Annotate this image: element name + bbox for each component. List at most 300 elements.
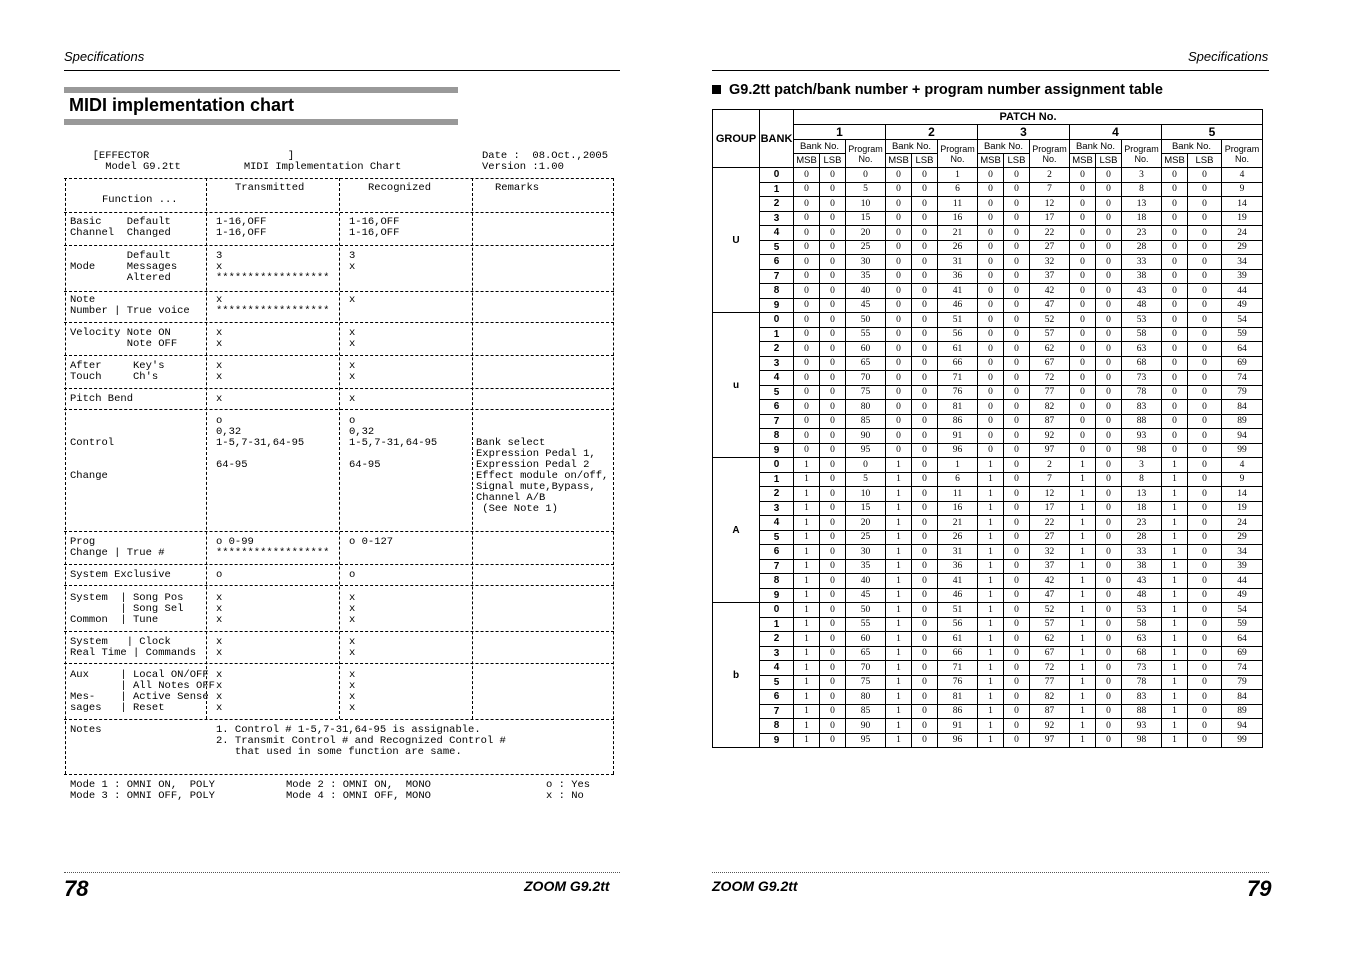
program-cell: 19 [1222, 211, 1263, 226]
msb-cell: 1 [886, 704, 912, 719]
patch-number-header: 3 [978, 125, 1070, 140]
lsb-cell: 0 [1188, 574, 1222, 589]
modes-list-1: Mode 1 : OMNI ON, POLY Mode 3 : OMNI OFF, POLY [70, 779, 215, 802]
program-cell: 0 [846, 168, 886, 183]
lsb-cell: 0 [912, 704, 938, 719]
msb-cell: 0 [1070, 240, 1096, 255]
msb-cell: 0 [978, 371, 1004, 386]
lsb-header: LSB [1188, 154, 1222, 168]
msb-cell: 0 [886, 168, 912, 183]
table-row [713, 530, 1263, 545]
lsb-cell: 0 [912, 472, 938, 487]
lsb-cell: 0 [912, 690, 938, 705]
lsb-cell: 0 [1004, 661, 1030, 676]
lsb-cell: 0 [820, 429, 846, 444]
prog-change-label: Prog Change | True # [70, 536, 165, 559]
msb-cell: 0 [978, 400, 1004, 415]
program-cell: 53 [1122, 603, 1162, 618]
lsb-cell: 0 [912, 617, 938, 632]
lsb-cell: 0 [820, 298, 846, 313]
program-cell: 7 [1030, 472, 1070, 487]
pitch-bend-tx: x [216, 393, 223, 405]
lsb-cell: 0 [1188, 211, 1222, 226]
program-cell: 57 [1030, 327, 1070, 342]
program-cell: 44 [1222, 574, 1263, 589]
program-cell: 2 [1030, 168, 1070, 183]
program-cell: 78 [1122, 675, 1162, 690]
lsb-cell: 0 [912, 646, 938, 661]
program-cell: 22 [1030, 516, 1070, 531]
lsb-cell: 0 [912, 211, 938, 226]
msb-cell: 0 [1162, 226, 1188, 241]
msb-cell: 1 [794, 646, 820, 661]
bank-no-header: Bank No. [886, 140, 938, 154]
msb-cell: 0 [886, 429, 912, 444]
lsb-cell: 0 [912, 182, 938, 197]
program-no-header: Program No. [1122, 140, 1162, 168]
program-cell: 68 [1122, 356, 1162, 371]
program-cell: 81 [938, 400, 978, 415]
program-cell: 44 [1222, 284, 1263, 299]
program-cell: 31 [938, 545, 978, 560]
program-cell: 95 [846, 443, 886, 458]
bank-cell: 4 [760, 371, 794, 386]
patch-no-header: PATCH No. [794, 110, 1263, 125]
program-cell: 49 [1222, 298, 1263, 313]
left-footer-rule [64, 872, 620, 873]
lsb-cell: 0 [820, 400, 846, 415]
lsb-cell: 0 [1004, 733, 1030, 748]
program-cell: 9 [1222, 472, 1263, 487]
note-number-rx: x [349, 294, 356, 306]
group-cell: u [713, 313, 760, 458]
lsb-cell: 0 [1096, 516, 1122, 531]
msb-cell: 0 [886, 298, 912, 313]
program-cell: 30 [846, 255, 886, 270]
msb-cell: 1 [978, 603, 1004, 618]
lsb-cell: 0 [1004, 240, 1030, 255]
lsb-cell: 0 [912, 284, 938, 299]
lsb-cell: 0 [820, 269, 846, 284]
program-cell: 70 [846, 371, 886, 386]
msb-cell: 0 [1070, 400, 1096, 415]
msb-cell: 1 [794, 719, 820, 734]
msb-cell: 0 [794, 298, 820, 313]
msb-cell: 1 [886, 530, 912, 545]
bank-cell: 8 [760, 574, 794, 589]
msb-cell: 0 [886, 269, 912, 284]
msb-header: MSB [886, 154, 912, 168]
msb-cell: 1 [1070, 501, 1096, 516]
program-cell: 82 [1030, 690, 1070, 705]
table-row [713, 704, 1263, 719]
msb-cell: 0 [978, 342, 1004, 357]
lsb-cell: 0 [1096, 472, 1122, 487]
lsb-cell: 0 [1004, 284, 1030, 299]
lsb-cell: 0 [1004, 385, 1030, 400]
msb-cell: 1 [1162, 603, 1188, 618]
col-remarks: Remarks [495, 182, 540, 194]
msb-cell: 1 [978, 690, 1004, 705]
msb-cell: 0 [978, 298, 1004, 313]
msb-cell: 1 [1070, 632, 1096, 647]
msb-cell: 0 [978, 269, 1004, 284]
lsb-cell: 0 [912, 400, 938, 415]
program-cell: 61 [938, 342, 978, 357]
program-cell: 87 [1030, 704, 1070, 719]
msb-cell: 1 [886, 675, 912, 690]
prog-change-tx: o 0-99 ****************** [216, 536, 330, 559]
program-cell: 40 [846, 574, 886, 589]
lsb-cell: 0 [1096, 269, 1122, 284]
program-cell: 17 [1030, 211, 1070, 226]
control-change-label: Control Change [70, 437, 115, 482]
msb-cell: 1 [1070, 733, 1096, 748]
basic-channel-tx: 1-16,OFF 1-16,OFF [216, 216, 267, 239]
program-cell: 35 [846, 559, 886, 574]
lsb-cell: 0 [1004, 617, 1030, 632]
program-cell: 73 [1122, 661, 1162, 676]
msb-cell: 0 [1070, 298, 1096, 313]
program-cell: 6 [938, 472, 978, 487]
pitch-bend-rx: x [349, 393, 356, 405]
program-cell: 22 [1030, 226, 1070, 241]
system-realtime-rx: x x [349, 636, 356, 659]
system-common-rx: x x x [349, 592, 356, 626]
msb-cell: 0 [978, 284, 1004, 299]
left-page-number: 78 [64, 876, 89, 901]
msb-cell: 0 [978, 414, 1004, 429]
lsb-cell: 0 [912, 661, 938, 676]
bank-cell: 4 [760, 226, 794, 241]
msb-cell: 0 [794, 226, 820, 241]
msb-cell: 0 [1162, 240, 1188, 255]
msb-cell: 0 [1070, 269, 1096, 284]
program-cell: 19 [1222, 501, 1263, 516]
program-no-header: Program No. [846, 140, 886, 168]
lsb-cell: 0 [820, 443, 846, 458]
lsb-cell: 0 [1188, 327, 1222, 342]
program-cell: 91 [938, 719, 978, 734]
page-title: MIDI implementation chart [69, 95, 295, 115]
program-cell: 66 [938, 356, 978, 371]
program-cell: 77 [1030, 675, 1070, 690]
program-cell: 13 [1122, 197, 1162, 212]
msb-cell: 1 [1162, 501, 1188, 516]
table-row [713, 487, 1263, 502]
lsb-cell: 0 [1188, 690, 1222, 705]
lsb-cell: 0 [820, 371, 846, 386]
program-cell: 20 [846, 516, 886, 531]
msb-cell: 1 [1162, 559, 1188, 574]
table-row [713, 545, 1263, 560]
lsb-cell: 0 [1188, 632, 1222, 647]
msb-cell: 1 [978, 704, 1004, 719]
lsb-cell: 0 [1188, 371, 1222, 386]
lsb-cell: 0 [820, 284, 846, 299]
msb-cell: 1 [1162, 545, 1188, 560]
program-cell: 4 [1222, 168, 1263, 183]
program-no-header: Program No. [938, 140, 978, 168]
lsb-cell: 0 [912, 588, 938, 603]
program-cell: 58 [1122, 327, 1162, 342]
table-row [713, 226, 1263, 241]
bank-cell: 0 [760, 603, 794, 618]
program-no-header: Program No. [1222, 140, 1263, 168]
table-row [713, 733, 1263, 748]
lsb-cell: 0 [1004, 501, 1030, 516]
program-cell: 25 [846, 530, 886, 545]
program-cell: 16 [938, 211, 978, 226]
program-cell: 10 [846, 197, 886, 212]
lsb-cell: 0 [1004, 298, 1030, 313]
lsb-cell: 0 [1096, 327, 1122, 342]
program-cell: 18 [1122, 211, 1162, 226]
bank-cell: 7 [760, 704, 794, 719]
lsb-cell: 0 [820, 733, 846, 748]
rule [64, 719, 614, 720]
program-cell: 68 [1122, 646, 1162, 661]
msb-cell: 0 [978, 226, 1004, 241]
msb-cell: 0 [1162, 342, 1188, 357]
msb-cell: 1 [1070, 704, 1096, 719]
col-rule [65, 178, 66, 774]
program-cell: 5 [846, 182, 886, 197]
program-cell: 42 [1030, 284, 1070, 299]
table-row [713, 255, 1263, 270]
left-footer-brand: ZOOM G9.2tt [524, 878, 610, 894]
control-change-tx: o 0,32 1-5,7-31,64-95 64-95 [216, 415, 305, 471]
msb-cell: 0 [1162, 269, 1188, 284]
msb-cell: 0 [1070, 168, 1096, 183]
lsb-cell: 0 [1004, 400, 1030, 415]
program-cell: 1 [938, 458, 978, 473]
program-cell: 24 [1222, 226, 1263, 241]
aux-messages-tx: x x x x [216, 669, 223, 714]
table-title: G9.2tt patch/bank number + program number assignment table [729, 82, 1163, 98]
msb-cell: 0 [1162, 284, 1188, 299]
program-cell: 55 [846, 327, 886, 342]
program-cell: 60 [846, 342, 886, 357]
msb-cell: 0 [1162, 327, 1188, 342]
after-touch-tx: x x [216, 360, 223, 383]
program-cell: 6 [938, 182, 978, 197]
lsb-cell: 0 [1188, 617, 1222, 632]
msb-cell: 0 [794, 429, 820, 444]
function-label: Function ... [102, 194, 178, 206]
lsb-cell: 0 [912, 356, 938, 371]
basic-channel-label: Basic Default Channel Changed [70, 216, 171, 239]
lsb-cell: 0 [912, 530, 938, 545]
msb-cell: 0 [794, 371, 820, 386]
program-cell: 47 [1030, 588, 1070, 603]
bank-cell: 0 [760, 458, 794, 473]
bank-cell: 1 [760, 327, 794, 342]
lsb-cell: 0 [820, 487, 846, 502]
msb-cell: 0 [886, 211, 912, 226]
msb-cell: 1 [794, 704, 820, 719]
program-cell: 83 [1122, 400, 1162, 415]
program-cell: 50 [846, 603, 886, 618]
msb-cell: 0 [886, 385, 912, 400]
program-cell: 62 [1030, 632, 1070, 647]
col-rule [339, 178, 340, 719]
lsb-cell: 0 [1004, 356, 1030, 371]
lsb-cell: 0 [1188, 559, 1222, 574]
lsb-cell: 0 [1004, 269, 1030, 284]
msb-cell: 0 [1162, 400, 1188, 415]
patch-number-header: 1 [794, 125, 886, 140]
program-cell: 42 [1030, 574, 1070, 589]
lsb-cell: 0 [1096, 182, 1122, 197]
msb-cell: 1 [1162, 487, 1188, 502]
msb-cell: 0 [1162, 356, 1188, 371]
msb-cell: 1 [886, 501, 912, 516]
bank-cell: 7 [760, 269, 794, 284]
msb-cell: 1 [1070, 487, 1096, 502]
lsb-cell: 0 [1096, 400, 1122, 415]
msb-cell: 0 [886, 255, 912, 270]
msb-cell: 0 [886, 327, 912, 342]
program-cell: 73 [1122, 371, 1162, 386]
msb-cell: 0 [794, 255, 820, 270]
program-cell: 59 [1222, 617, 1263, 632]
table-row [713, 211, 1263, 226]
msb-cell: 1 [1070, 617, 1096, 632]
right-footer-rule [712, 872, 1269, 873]
lsb-cell: 0 [1188, 646, 1222, 661]
program-cell: 79 [1222, 675, 1263, 690]
mode-label: Default Mode Messages Altered [70, 250, 178, 284]
program-cell: 2 [1030, 458, 1070, 473]
msb-cell: 1 [794, 458, 820, 473]
msb-cell: 0 [1070, 197, 1096, 212]
lsb-cell: 0 [912, 414, 938, 429]
program-cell: 11 [938, 197, 978, 212]
msb-cell: 1 [978, 632, 1004, 647]
msb-cell: 0 [1162, 211, 1188, 226]
lsb-cell: 0 [1188, 516, 1222, 531]
msb-cell: 0 [1070, 443, 1096, 458]
lsb-cell: 0 [1188, 443, 1222, 458]
program-cell: 92 [1030, 719, 1070, 734]
program-cell: 84 [1222, 690, 1263, 705]
msb-cell: 0 [794, 342, 820, 357]
msb-cell: 1 [978, 588, 1004, 603]
program-cell: 86 [938, 414, 978, 429]
lsb-cell: 0 [1004, 226, 1030, 241]
bank-cell: 6 [760, 400, 794, 415]
program-cell: 18 [1122, 501, 1162, 516]
lsb-cell: 0 [1004, 704, 1030, 719]
lsb-cell: 0 [1188, 530, 1222, 545]
program-cell: 53 [1122, 313, 1162, 328]
bank-cell: 9 [760, 443, 794, 458]
bank-cell: 8 [760, 429, 794, 444]
lsb-cell: 0 [820, 646, 846, 661]
rule [64, 774, 614, 775]
program-cell: 89 [1222, 704, 1263, 719]
col-recognized: Recognized [368, 182, 432, 194]
control-change-rx: o 0,32 1-5,7-31,64-95 64-95 [349, 415, 438, 471]
program-cell: 77 [1030, 385, 1070, 400]
patch-assignment-table [712, 109, 1263, 748]
bank-cell: 0 [760, 168, 794, 183]
lsb-cell: 0 [820, 356, 846, 371]
msb-cell: 1 [1070, 646, 1096, 661]
program-cell: 45 [846, 588, 886, 603]
program-cell: 99 [1222, 733, 1263, 748]
program-cell: 93 [1122, 429, 1162, 444]
program-cell: 76 [938, 385, 978, 400]
bank-cell: 1 [760, 472, 794, 487]
msb-cell: 1 [794, 733, 820, 748]
program-cell: 83 [1122, 690, 1162, 705]
lsb-cell: 0 [912, 719, 938, 734]
msb-cell: 1 [886, 617, 912, 632]
lsb-cell: 0 [820, 690, 846, 705]
program-cell: 52 [1030, 313, 1070, 328]
msb-cell: 0 [1070, 414, 1096, 429]
mode-tx: 3 x ****************** [216, 250, 330, 284]
aux-messages-rx: x x x x [349, 669, 356, 714]
msb-cell: 0 [794, 313, 820, 328]
lsb-cell: 0 [820, 240, 846, 255]
msb-cell: 1 [886, 545, 912, 560]
bank-cell: 4 [760, 516, 794, 531]
msb-cell: 1 [794, 661, 820, 676]
msb-cell: 1 [794, 501, 820, 516]
lsb-cell: 0 [1004, 197, 1030, 212]
msb-cell: 1 [794, 530, 820, 545]
program-cell: 82 [1030, 400, 1070, 415]
program-cell: 28 [1122, 240, 1162, 255]
program-cell: 8 [1122, 182, 1162, 197]
table-row [713, 632, 1263, 647]
table-row [713, 516, 1263, 531]
program-cell: 16 [938, 501, 978, 516]
lsb-cell: 0 [912, 342, 938, 357]
lsb-cell: 0 [1096, 356, 1122, 371]
lsb-cell: 0 [912, 385, 938, 400]
program-cell: 94 [1222, 719, 1263, 734]
left-header-rule [64, 70, 620, 71]
lsb-cell: 0 [1188, 661, 1222, 676]
msb-cell: 1 [1070, 661, 1096, 676]
bank-cell: 3 [760, 211, 794, 226]
bank-cell: 6 [760, 690, 794, 705]
square-bullet-icon [712, 85, 721, 94]
msb-cell: 0 [794, 211, 820, 226]
msb-cell: 0 [794, 197, 820, 212]
program-cell: 10 [846, 487, 886, 502]
msb-cell: 0 [886, 400, 912, 415]
lsb-cell: 0 [1188, 733, 1222, 748]
msb-cell: 1 [886, 472, 912, 487]
msb-cell: 1 [978, 733, 1004, 748]
bank-cell: 4 [760, 661, 794, 676]
program-cell: 97 [1030, 443, 1070, 458]
program-cell: 69 [1222, 356, 1263, 371]
msb-cell: 1 [978, 559, 1004, 574]
program-cell: 37 [1030, 559, 1070, 574]
msb-cell: 1 [794, 516, 820, 531]
program-cell: 91 [938, 429, 978, 444]
lsb-cell: 0 [912, 501, 938, 516]
msb-cell: 1 [978, 617, 1004, 632]
program-cell: 45 [846, 298, 886, 313]
lsb-cell: 0 [1188, 269, 1222, 284]
